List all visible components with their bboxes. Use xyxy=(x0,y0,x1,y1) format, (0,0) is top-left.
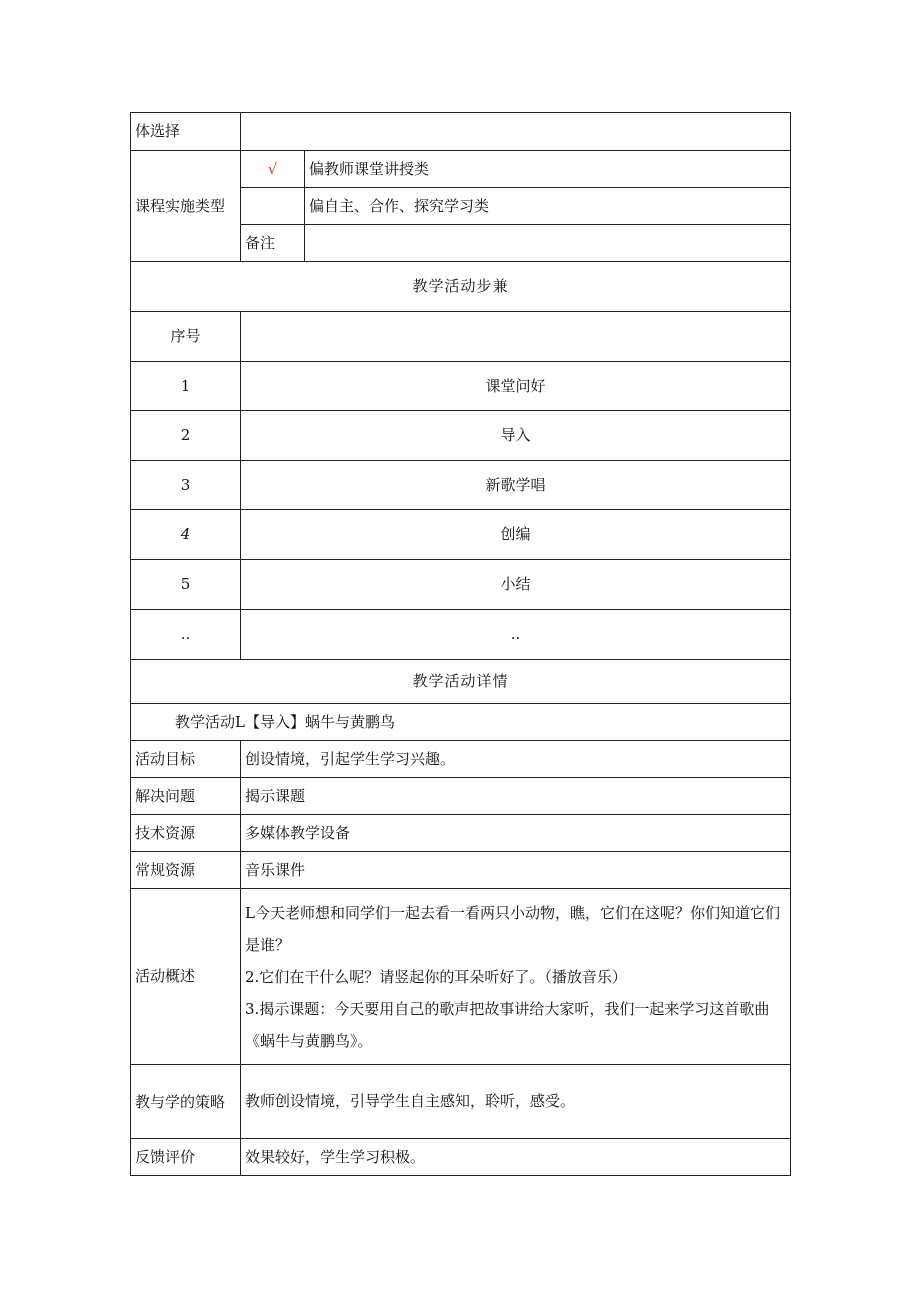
step-number: 2 xyxy=(131,411,241,461)
table-row xyxy=(131,610,791,660)
course-type-label: 课程实施类型 xyxy=(131,151,241,262)
step-number: .. xyxy=(131,610,241,660)
seq-column-header: 序号 xyxy=(131,312,241,362)
table-row xyxy=(131,560,791,610)
course-type-option-teacher: 偏教师课堂讲授类 xyxy=(305,151,791,188)
overview-paragraph: 2.它们在干什么呢？请竖起你的耳朵听好了。（播放音乐） xyxy=(245,967,627,986)
step-name: 导入 xyxy=(241,411,791,461)
goal-label: 活动目标 xyxy=(131,741,241,778)
media-select-label: 体选择 xyxy=(131,113,241,151)
step-name: 新歌学唱 xyxy=(241,461,791,510)
top-table xyxy=(130,112,791,262)
step-name: .. xyxy=(241,610,791,660)
lesson-plan-form xyxy=(130,112,790,1176)
note-label: 备注 xyxy=(241,225,305,262)
check-mark-icon: √ xyxy=(241,151,305,188)
tech-resource-label: 技术资源 xyxy=(131,815,241,852)
activity-title: 教学活动L【导入】蜗牛与黄鹏鸟 xyxy=(131,704,791,741)
regular-resource-value: 音乐课件 xyxy=(241,852,791,889)
strategy-label: 教与学的策略 xyxy=(131,1065,241,1139)
table-row xyxy=(131,461,791,510)
overview-label: 活动概述 xyxy=(131,889,241,1065)
goal-value: 创设情境，引起学生学习兴趣。 xyxy=(241,741,791,778)
content-column-header xyxy=(241,312,791,362)
step-number: 3 xyxy=(131,461,241,510)
overview-text xyxy=(241,889,791,1065)
note-value xyxy=(305,225,791,262)
media-select-value xyxy=(241,113,791,151)
overview-paragraph: L今天老师想和同学们一起去看一看两只小动物，瞧，它们在这呢？你们知道它们是谁？ xyxy=(245,903,780,954)
step-number: 4 xyxy=(131,510,241,560)
course-type-option-student: 偏自主、合作、探究学习类 xyxy=(305,188,791,225)
steps-table xyxy=(130,261,791,1176)
strategy-value: 教师创设情境，引导学生自主感知，聆听，感受。 xyxy=(241,1065,791,1139)
step-name: 课堂问好 xyxy=(241,362,791,411)
tech-resource-value: 多媒体教学设备 xyxy=(241,815,791,852)
regular-resource-label: 常规资源 xyxy=(131,852,241,889)
step-number: 1 xyxy=(131,362,241,411)
steps-section-header: 教学活动步兼 xyxy=(131,262,791,312)
step-name: 小结 xyxy=(241,560,791,610)
details-section-header: 教学活动详情 xyxy=(131,660,791,704)
table-row xyxy=(131,411,791,461)
course-type-check-empty xyxy=(241,188,305,225)
feedback-label: 反馈评价 xyxy=(131,1139,241,1176)
problem-label: 解决问题 xyxy=(131,778,241,815)
feedback-value: 效果较好，学生学习积极。 xyxy=(241,1139,791,1176)
table-row xyxy=(131,362,791,411)
step-number: 5 xyxy=(131,560,241,610)
table-row xyxy=(131,510,791,560)
overview-paragraph: 3.揭示课题：今天要用自己的歌声把故事讲给大家听，我们一起来学习这首歌曲《蜗牛与黄鹏鸟》。 xyxy=(245,999,770,1050)
problem-value: 揭示课题 xyxy=(241,778,791,815)
step-name: 创编 xyxy=(241,510,791,560)
